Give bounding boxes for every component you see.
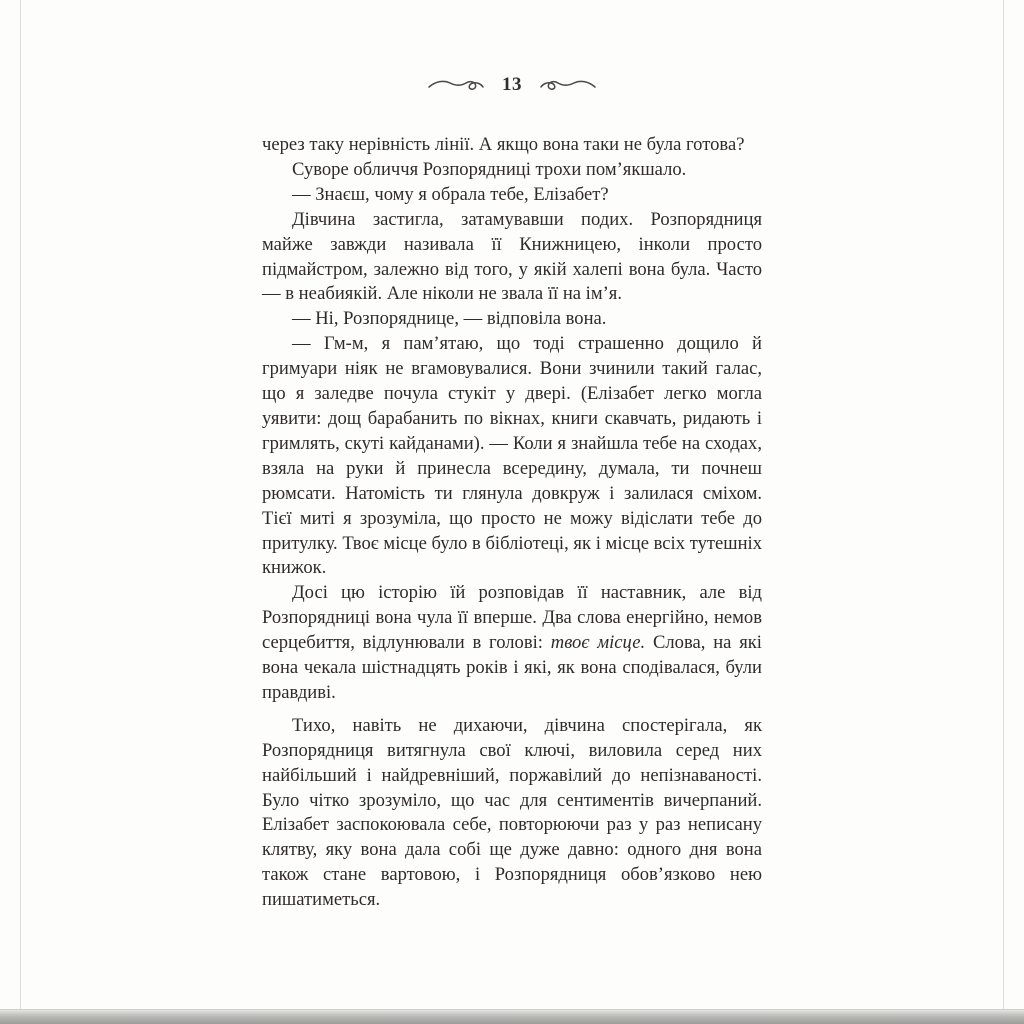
page-bottom-shadow (0, 1009, 1024, 1024)
flourish-right-icon (540, 77, 596, 93)
paragraph (262, 581, 762, 706)
paragraph-text: Слова, на які вона чекала шістнадцять років і які, як вона сподівалася, були правдиві. (262, 632, 762, 703)
flourish-left-icon (428, 77, 484, 93)
paragraph: — Гм-м, я пам’ятаю, що тоді страшенно дощило й гримуари ніяк не вгамовувалися. Вони зчинили такий галас, що я заледве почула стукіт у двері. (Елізабет легко могла уявити: дощ барабанить по вікнах, книги скавчать, ридають і гримлять, скуті кайданами). — Коли я знайшла тебе на сходах, взяла на руки й принесла всередину, думала, ти почнеш рюмсати. Натомість ти глянула довкруж і залилася сміхом. Тієї миті я зрозуміла, що просто не можу відіслати тебе до притулку. Твоє місце було в бібліотеці, як і місце всіх тутешніх книжок. (262, 333, 762, 579)
paragraph-emphasis: твоє місце. (550, 632, 646, 654)
page-header (262, 74, 762, 96)
page-number: 13 (502, 74, 522, 95)
paragraph: — Ні, Розпоряднице, — відповіла вона. (292, 308, 607, 330)
paragraph-text: Досі цю історію їй розповідав її наставник, але від Розпорядниці вона чула її вперше. Два слова енергійно, немов серцебиття, відлунювали в голові: (262, 582, 762, 654)
paragraph: через таку нерівність лінії. А якщо вона таки не була готова? (262, 134, 745, 155)
page-edge-right (1003, 0, 1004, 1009)
paragraph: Тихо, навіть не дихаючи, дівчина спостерігала, як Розпорядниця витягнула свої ключі, виловила серед них найбільший і найдревніший, поржавілий до непізнаваності. Було чітко зрозуміло, що час для сентиментів вичерпаний. Елізабет заспокоювала себе, повторюючи раз у раз неписану клятву, яку вона дала собі ще дуже давно: одного дня вона також стане вартовою, і Розпорядниця обов’язково нею пишатиметься. (262, 714, 762, 911)
page-text (262, 133, 762, 913)
paragraph: Суворе обличчя Розпорядниці трохи пом’якшало. (292, 158, 687, 180)
paragraph: — Знаєш, чому я обрала тебе, Елізабет? (292, 183, 609, 205)
paragraph: Дівчина застигла, затамувавши подих. Розпорядниця майже завжди називала її Книжницею, інколи просто підмайстром, залежно від того, у якій халепі вона була. Часто — в неабиякій. Але ніколи не звала її на ім’я. (262, 208, 762, 305)
page-edge-left (20, 0, 21, 1009)
